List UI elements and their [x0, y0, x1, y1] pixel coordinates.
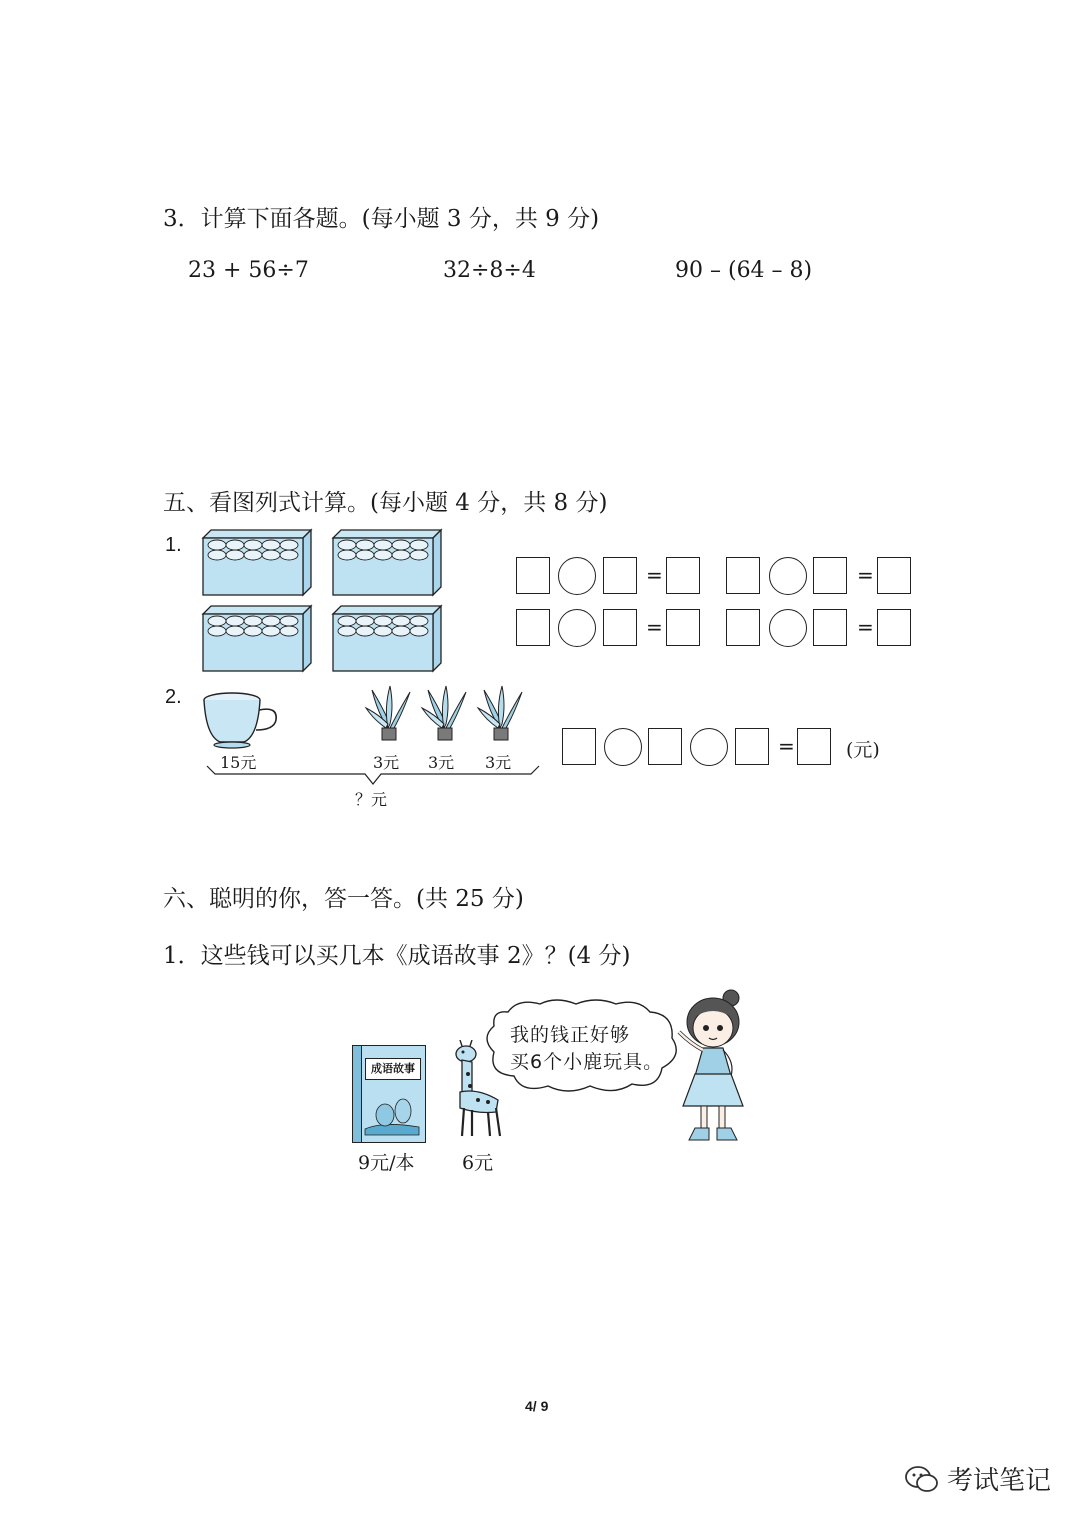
cup-icon [200, 690, 282, 750]
answer-box[interactable] [516, 609, 550, 646]
equals-sign: = [646, 615, 663, 639]
operator-circle[interactable] [769, 609, 807, 647]
expression-3: 90 – (64 – 8) [675, 258, 813, 283]
total-label: ？元 [355, 790, 388, 809]
operator-circle[interactable] [604, 728, 642, 766]
operator-circle[interactable] [558, 557, 596, 595]
answer-box[interactable] [877, 609, 911, 646]
answer-box[interactable] [516, 557, 550, 594]
question-5-1-number: 1. [165, 534, 182, 556]
answer-box[interactable] [726, 609, 760, 646]
wechat-icon [905, 1465, 939, 1493]
answer-box[interactable] [603, 609, 637, 646]
plant-price: 3元 [373, 753, 400, 772]
deer-price: 6元 [462, 1152, 494, 1174]
page-number: 4/ 9 [525, 1398, 549, 1414]
answer-box[interactable] [726, 557, 760, 594]
answer-box[interactable] [813, 557, 847, 594]
answer-box[interactable] [797, 728, 831, 765]
book-price: 9元/本 [358, 1152, 415, 1174]
speech-text [510, 1022, 663, 1076]
operator-circle[interactable] [690, 728, 728, 766]
watermark [905, 1460, 1051, 1497]
watermark-text: 考试笔记 [947, 1466, 1052, 1496]
answer-box[interactable] [813, 609, 847, 646]
cup-price: 15元 [220, 753, 257, 772]
unit-label: (元) [846, 739, 880, 761]
operator-circle[interactable] [769, 557, 807, 595]
girl-illustration [665, 988, 765, 1148]
answer-box[interactable] [562, 728, 596, 765]
equals-sign: = [646, 563, 663, 587]
section-5-title: 五、看图列式计算。(每小题 4 分，共 8 分) [163, 490, 608, 516]
section-6-title: 六、聪明的你，答一答。(共 25 分) [163, 886, 524, 912]
question-6-1: 1．这些钱可以买几本《成语故事 2》？(4 分) [163, 943, 631, 969]
question-3-title: 3．计算下面各题。(每小题 3 分，共 9 分) [163, 206, 600, 232]
book-illustration [352, 1045, 426, 1143]
question-5-2-number: 2. [165, 686, 182, 708]
equals-sign: = [857, 563, 874, 587]
answer-box[interactable] [735, 728, 769, 765]
expression-1: 23 + 56÷7 [188, 258, 309, 283]
bread-crates-illustration [195, 528, 455, 678]
speech-line-2: 买6个小鹿玩具。 [510, 1051, 664, 1073]
answer-box[interactable] [666, 609, 700, 646]
plant-price: 3元 [428, 753, 455, 772]
expression-2: 32÷8÷4 [443, 258, 536, 283]
plant-price: 3元 [485, 753, 512, 772]
equals-sign: = [857, 615, 874, 639]
answer-box[interactable] [603, 557, 637, 594]
book-cover-title: 成语故事 [365, 1058, 421, 1080]
speech-line-1: 我的钱正好够 [510, 1024, 631, 1046]
plants-icon [358, 682, 530, 744]
answer-box[interactable] [648, 728, 682, 765]
answer-box[interactable] [666, 557, 700, 594]
answer-box[interactable] [877, 557, 911, 594]
operator-circle[interactable] [558, 609, 596, 647]
equals-sign: = [778, 734, 795, 758]
